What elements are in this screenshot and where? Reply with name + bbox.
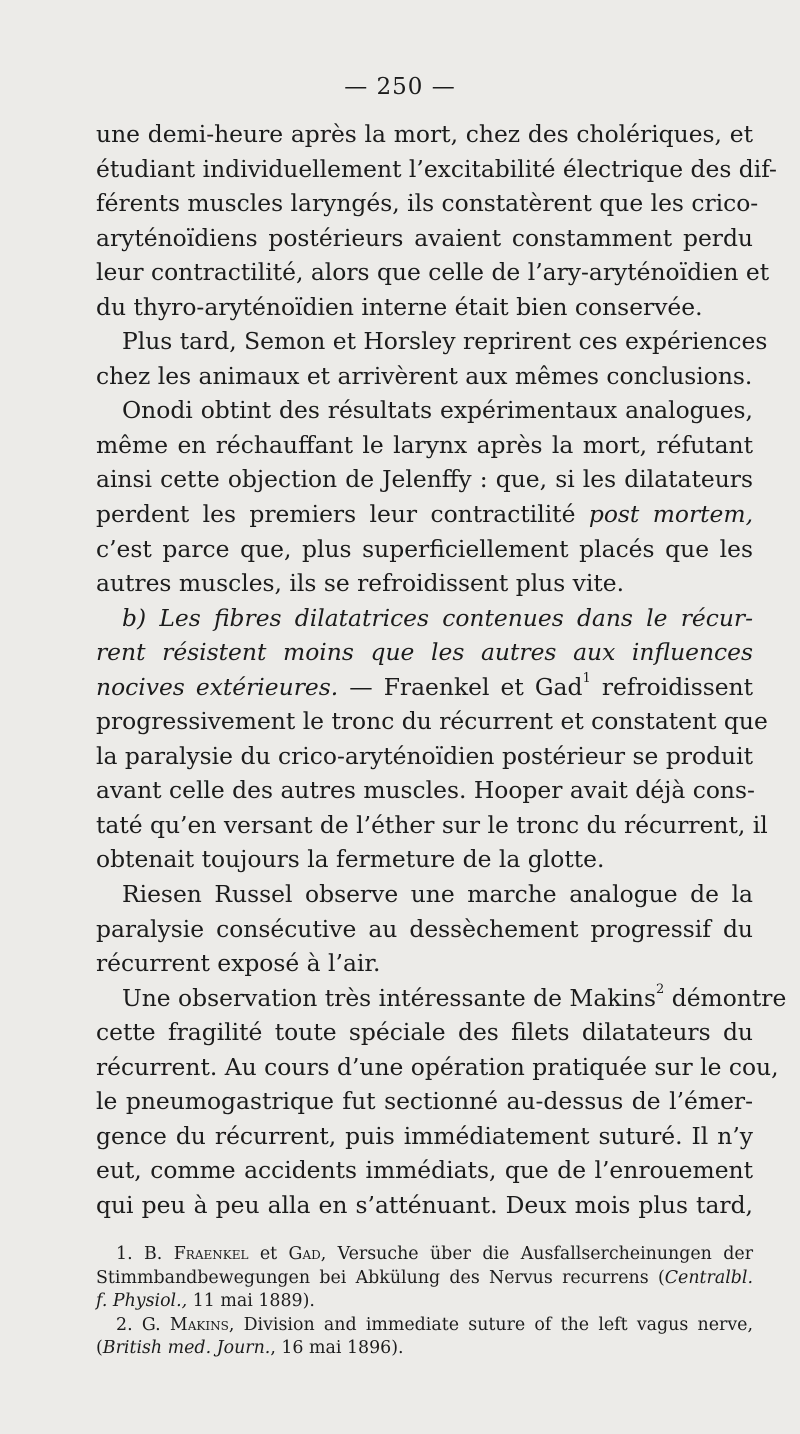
footnotes (96, 1243, 753, 1361)
text-run: perdent les premiers leur contractilité (96, 500, 576, 529)
text-line: étudiant individuellement l’excitabilité électrique des dif- (96, 154, 777, 183)
journal-title: Centralbl. (664, 1267, 753, 1288)
text-run: — Fraenkel et Gad (349, 672, 583, 701)
text-line: taté qu’en versant de l’éther sur le tronc du récurrent, il (96, 810, 768, 839)
text-line: autres muscles, ils se refroidissent plus vite. (96, 569, 625, 598)
page-number: — 250 — (344, 74, 456, 100)
text-line: obtenait toujours la fermeture de la glotte. (96, 845, 605, 874)
text-line: gence du récurrent, puis immédiatement suturé. Il n’y (96, 1121, 753, 1150)
text-line: du thyro-aryténoïdien interne était bien conservée. (96, 292, 703, 321)
footnote-ref: 1 (582, 670, 591, 686)
footnote-2 (96, 1314, 753, 1338)
text-run: Une observation très intéressante de Makins (122, 983, 656, 1012)
text-line: même en réchauffant le larynx après la mort, réfutant (96, 430, 753, 459)
text-line: c’est parce que, plus superficiellement placés que les (96, 534, 753, 563)
text-line: chez les animaux et arrivèrent aux mêmes conclusions. (96, 361, 753, 390)
text-line: une demi-heure après la mort, chez des cholériques, et (96, 120, 753, 148)
author-name: Makins (169, 1314, 229, 1335)
text-line: récurrent exposé à l’air. (96, 949, 381, 978)
text-run: 11 mai 1889). (192, 1291, 315, 1312)
text-run: ( (96, 1338, 103, 1359)
text-line (96, 670, 753, 705)
text-run: , Division and immediate suture of the left vagus nerve, (228, 1314, 753, 1335)
text-line (96, 635, 753, 670)
text-line: cette fragilité toute spéciale des filets dilatateurs du (96, 1018, 753, 1047)
main-text (96, 117, 787, 1223)
text-line: le pneumogastrique fut sectionné au-dessus de l’émer- (96, 1087, 753, 1116)
author-name: Fraenkel (173, 1244, 249, 1264)
italic-run: post mortem, (588, 500, 754, 529)
text-line: ainsi cette objection de Jelenffy : que, si les dilatateurs (96, 465, 753, 494)
text-run: 2. G. (116, 1314, 161, 1335)
section-heading: rent résistent moins que les autres aux influences (96, 638, 753, 667)
text-line: avant celle des autres muscles. Hooper avait déjà cons- (96, 776, 755, 805)
text-line: Onodi obtint des résultats expérimentaux analogues, (122, 396, 753, 425)
footnote-ref: 2 (656, 981, 665, 997)
text-line: paralysie consécutive au dessèchement progressif du (96, 914, 753, 943)
text-line (96, 981, 787, 1016)
footnote-1-line (96, 1290, 753, 1314)
text-line: qui peu à peu alla en s’atténuant. Deux mois plus tard, (96, 1190, 753, 1219)
text-line: leur contractilité, alors que celle de l’ary-aryténoïdien et (96, 258, 770, 287)
text-line: Plus tard, Semon et Horsley reprirent ces expériences (122, 327, 768, 356)
text-run: Stimmbandbewegungen bei Abkülung des Nervus recurrens ( (96, 1267, 665, 1288)
footnote-2-line (96, 1337, 753, 1361)
section-heading: nocives extérieures. (96, 672, 339, 701)
text-line: progressivement le tronc du récurrent et constatent que (96, 707, 768, 736)
text-run: 1. B. (116, 1244, 163, 1264)
text-line (96, 497, 753, 532)
author-name: Gad (288, 1244, 321, 1264)
text-line: aryténoïdiens postérieurs avaient constamment perdu (96, 223, 753, 252)
text-line: Riesen Russel observe une marche analogue de la (122, 880, 753, 909)
journal-title: British med. Journ. (102, 1338, 271, 1359)
text-run: et (259, 1244, 278, 1264)
text-line: eut, comme accidents immédiats, que de l’enrouement (96, 1156, 753, 1185)
text-run: démontre (671, 983, 787, 1012)
text-line (96, 601, 753, 636)
footnote-1 (96, 1243, 753, 1267)
section-heading: b) Les fibres dilatatrices contenues dans le récur- (122, 603, 753, 632)
journal-title: f. Physiol., (96, 1291, 188, 1312)
text-run: , Versuche über die Ausfallsercheinungen der (320, 1244, 754, 1264)
text-run: refroidissent (601, 672, 754, 701)
text-run: , 16 mai 1896). (270, 1338, 404, 1359)
text-line: férents muscles laryngés, ils constatèrent que les crico- (96, 189, 759, 218)
text-line: récurrent. Au cours d’une opération pratiquée sur le cou, (96, 1052, 779, 1081)
text-line: la paralysie du crico-aryténoïdien postérieur se produit (96, 741, 753, 770)
footnote-1-line (96, 1267, 753, 1291)
